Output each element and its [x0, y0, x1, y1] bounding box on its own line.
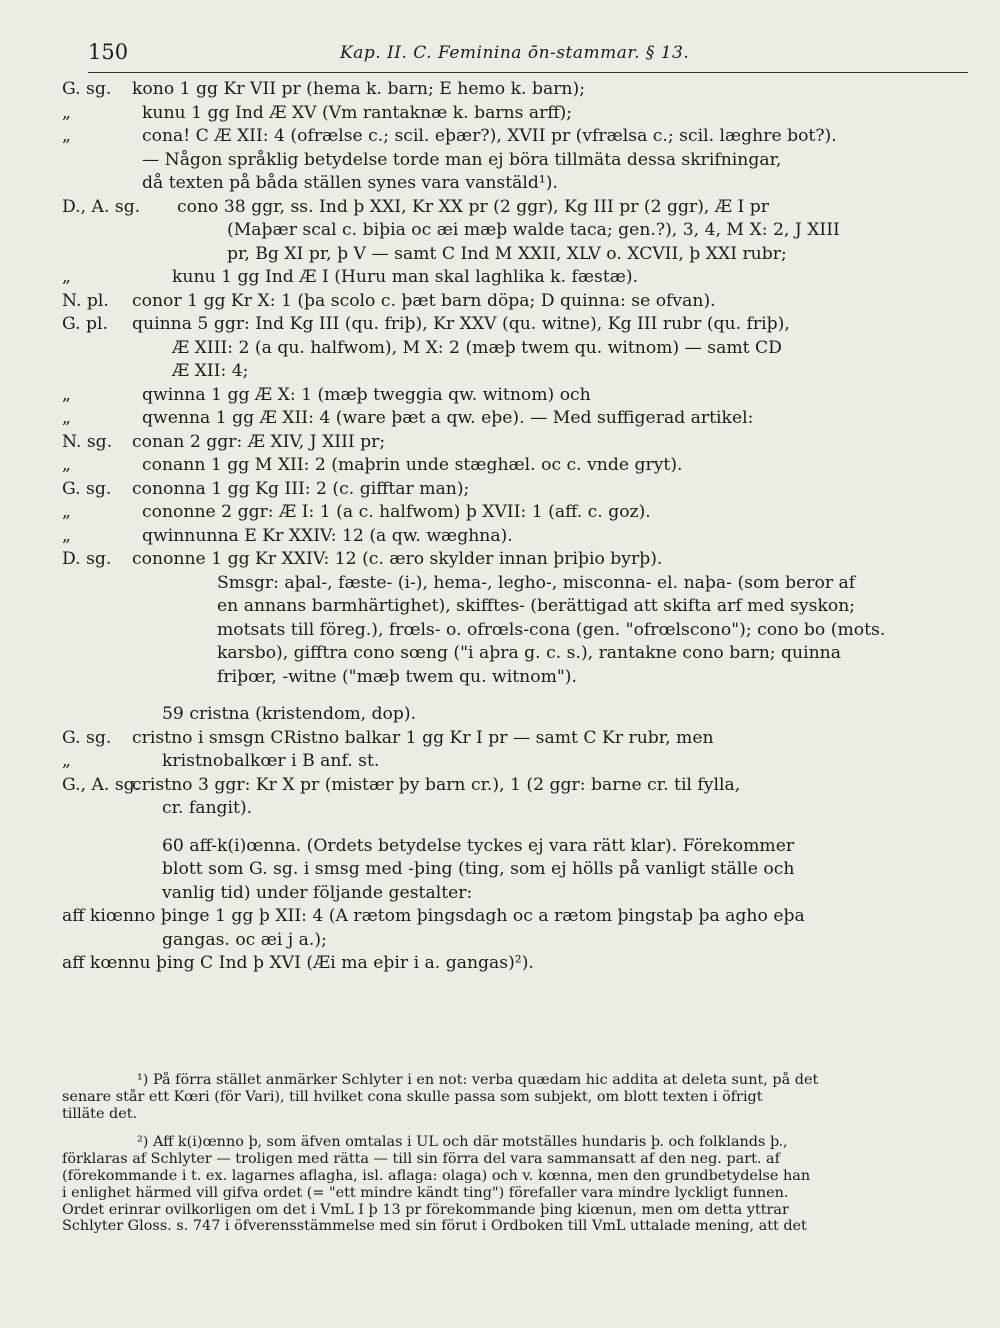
- footnote-text: ²) Aff k(i)œnno þ, som äfven omtalas i UL och där motställes hundaris þ. och folklands þ.,: [137, 1134, 788, 1151]
- footnote-gap: [62, 1122, 962, 1134]
- line-text: cono 38 ggr, ss. Ind þ XXI, Kr XX pr (2 ggr), Kg III pr (2 ggr), Æ I pr: [177, 196, 770, 217]
- line-text: cristno 3 ggr: Kr X pr (mistær þy barn cr.), 1 (2 ggr: barne cr. til fylla,: [132, 774, 741, 795]
- case-label: G. sg.: [62, 727, 112, 748]
- line-text: cononna 1 gg Kg III: 2 (c. gifftar man);: [132, 478, 470, 499]
- line-text: kristnobalkœr i B anf. st.: [162, 751, 380, 771]
- text-line: [62, 196, 962, 220]
- case-label: N. pl.: [62, 290, 109, 311]
- line-text: Æ XII: 4;: [172, 361, 249, 381]
- line-text: (Maþær scal c. biþia oc æi mæþ walde taca; gen.?), 3, 4, M X: 2, J XIII: [227, 220, 840, 240]
- text-line: [62, 750, 962, 774]
- footnote-text: förklaras af Schlyter — troligen med rätta — till sin förra del vara sammansatt af den neg. part. af: [62, 1151, 780, 1168]
- text-line: [62, 478, 962, 502]
- text-line: [62, 882, 962, 906]
- text-line: [62, 149, 962, 173]
- main-text: [62, 78, 962, 976]
- case-label: „: [62, 384, 71, 405]
- line-text: qwinna 1 gg Æ X: 1 (mæþ tweggia qw. witnom) och: [142, 384, 591, 405]
- line-text: cononne 1 gg Kr XXIV: 12 (c. æro skylder innan þriþio byrþ).: [132, 549, 663, 569]
- footnote-text: Ordet erinrar ovilkorligen om det i VmL I þ 13 pr förekommande þing kiœnun, men om detta yttrar: [62, 1201, 789, 1218]
- case-label: N. sg.: [62, 431, 113, 452]
- text-line: [62, 243, 962, 267]
- text-line: [62, 666, 962, 690]
- line-text: kono 1 gg Kr VII pr (hema k. barn; E hemo k. barn);: [132, 79, 585, 99]
- text-line: [62, 619, 962, 643]
- line-text: Smsgr: aþal-, fæste- (i-), hema-, legho-, misconna- el. naþa- (som beror af: [217, 572, 856, 593]
- page-number: 150: [88, 40, 129, 64]
- text-line: [62, 835, 962, 859]
- line-text: 59 cristna (kristendom, dop).: [162, 704, 417, 724]
- running-head: Kap. II. C. Feminina ōn-stammar. § 13.: [340, 43, 690, 63]
- section-gap: [62, 821, 962, 835]
- case-label: „: [62, 751, 71, 771]
- text-line: [62, 337, 962, 361]
- text-line: [62, 313, 962, 337]
- footnote-line: [62, 1151, 962, 1168]
- line-text: conor 1 gg Kr X: 1 (þa scolo c. þæt barn döpa; D quinna: se ofvan).: [132, 290, 716, 311]
- line-text: kunu 1 gg Ind Æ I (Huru man skal laghlika k. fæstæ).: [172, 267, 639, 287]
- line-text: karsbo), gifftra cono sœng ("i aþra g. c. s.), rantakne cono barn; quinna: [217, 643, 841, 663]
- text-line: [62, 501, 962, 525]
- line-text: qwinnunna E Kr XXIV: 12 (a qw. wæghna).: [142, 525, 513, 546]
- line-text: pr, Bg XI pr, þ V — samt C Ind M XXII, XLV o. XCVII, þ XXI rubr;: [227, 243, 787, 264]
- footnote-line: [62, 1202, 962, 1219]
- footnote-line: [62, 1168, 962, 1185]
- line-text: conann 1 gg M XII: 2 (maþrin unde stæghæl. oc c. vnde gryt).: [142, 455, 683, 475]
- line-text: quinna 5 ggr: Ind Kg III (qu. friþ), Kr XXV (qu. witne), Kg III rubr (qu. friþ),: [132, 314, 790, 334]
- text-line: [62, 548, 962, 572]
- line-text: cr. fangit).: [162, 798, 253, 818]
- text-line: [62, 360, 962, 384]
- text-line: [62, 290, 962, 314]
- line-text: conan 2 ggr: Æ XIV, J XIII pr;: [132, 431, 386, 452]
- line-text: qwenna 1 gg Æ XII: 4 (ware þæt a qw. eþe). — Med suffigerad artikel:: [142, 408, 754, 428]
- footnotes: [62, 1072, 962, 1235]
- text-line: [62, 172, 962, 196]
- text-line: [62, 797, 962, 821]
- page-header: [88, 38, 968, 73]
- text-line: [62, 219, 962, 243]
- footnote-text: i enlighet härmed vill gifva ordet (= "ett mindre kändt ting") förefaller vara mindre lyckligt funnen.: [62, 1184, 789, 1201]
- text-line: [62, 266, 962, 290]
- text-line: [62, 595, 962, 619]
- case-label: „: [62, 267, 71, 287]
- case-label: G., A. sg.: [62, 774, 141, 795]
- case-label: D., A. sg.: [62, 196, 141, 217]
- line-text: vanlig tid) under följande gestalter:: [162, 882, 473, 903]
- text-line: [62, 703, 962, 727]
- case-label: „: [62, 525, 71, 546]
- text-line: [62, 384, 962, 408]
- line-text: Æ XIII: 2 (a qu. halfwom), M X: 2 (mæþ twem qu. witnom) — samt CD: [172, 337, 782, 358]
- footnote-line: [62, 1218, 962, 1235]
- line-text: en annans barmhärtighet), skifftes- (berättigad att skifta arf med syskon;: [217, 596, 856, 616]
- text-line: [62, 525, 962, 549]
- case-label: G. pl.: [62, 314, 109, 334]
- case-label: „: [62, 126, 71, 146]
- line-text: gangas. oc æi j a.);: [162, 929, 327, 950]
- footnote-line: [62, 1185, 962, 1202]
- line-text: cona! C Æ XII: 4 (ofrælse c.; scil. eþær?), XVII pr (vfrælsa c.; scil. læghre bot?).: [142, 126, 837, 146]
- case-label: D. sg.: [62, 549, 112, 569]
- footnote-line: [62, 1134, 962, 1151]
- text-line: [62, 774, 962, 798]
- text-line: [62, 407, 962, 431]
- case-label: G. sg.: [62, 478, 112, 499]
- text-line: [62, 125, 962, 149]
- footnote-text: (förekommande i t. ex. lagarnes aflagha, isl. aflaga: olaga) och v. kœnna, men den grundbetydelse han: [62, 1167, 811, 1184]
- line-text: kunu 1 gg Ind Æ XV (Vm rantaknæ k. barns arff);: [142, 102, 573, 123]
- case-label: „: [62, 408, 71, 428]
- footnote-line: [62, 1072, 962, 1089]
- case-label: „: [62, 102, 71, 123]
- text-line: [62, 642, 962, 666]
- line-text: motsats till föreg.), frœls- o. ofrœls-cona (gen. "ofrœlscono"); cono bo (mots.: [217, 619, 886, 640]
- case-label: „: [62, 502, 71, 522]
- text-line: [62, 929, 962, 953]
- line-text: aff kœnnu þing C Ind þ XVI (Æi ma eþir i a. gangas)²).: [62, 953, 534, 973]
- case-label: „: [62, 455, 71, 475]
- line-text: då texten på båda ställen synes vara vanstäld¹).: [142, 173, 558, 193]
- text-line: [62, 727, 962, 751]
- line-text: friþœr, -witne ("mæþ twem qu. witnom").: [217, 666, 577, 687]
- text-line: [62, 952, 962, 976]
- section-gap: [62, 689, 962, 703]
- footnote-text: tilläte det.: [62, 1105, 138, 1122]
- footnote-line: [62, 1089, 962, 1106]
- text-line: [62, 78, 962, 102]
- footnote-text: senare står ett Kœri (för Vari), till hvilket cona skulle passa som subjekt, om blott texten i öfrigt: [62, 1088, 763, 1105]
- text-line: [62, 102, 962, 126]
- text-line: [62, 454, 962, 478]
- line-text: — Någon språklig betydelse torde man ej böra tillmäta dessa skrifningar,: [142, 149, 782, 170]
- text-line: [62, 431, 962, 455]
- line-text: cristno i smsgn CRistno balkar 1 gg Kr I pr — samt C Kr rubr, men: [132, 727, 714, 748]
- line-text: blott som G. sg. i smsg med -þing (ting, som ej hölls på vanligt ställe och: [162, 859, 795, 879]
- line-text: aff kiœnno þinge 1 gg þ XII: 4 (A rætom þingsdagh oc a rætom þingstaþ þa agho eþa: [62, 906, 805, 926]
- text-line: [62, 905, 962, 929]
- line-text: cononne 2 ggr: Æ I: 1 (a c. halfwom) þ XVII: 1 (aff. c. goz).: [142, 502, 651, 522]
- footnote-text: ¹) På förra stället anmärker Schlyter i en not: verba quædam hic addita at deleta sunt, på det: [137, 1072, 819, 1088]
- footnote-line: [62, 1106, 962, 1123]
- case-label: G. sg.: [62, 79, 112, 99]
- text-line: [62, 858, 962, 882]
- text-line: [62, 572, 962, 596]
- footnote-text: Schlyter Gloss. s. 747 i öfverensstämmelse med sin förut i Ordboken till VmL uttalade mening, att det: [62, 1218, 807, 1235]
- line-text: 60 aff-k(i)œnna. (Ordets betydelse tyckes ej vara rätt klar). Förekommer: [162, 835, 795, 856]
